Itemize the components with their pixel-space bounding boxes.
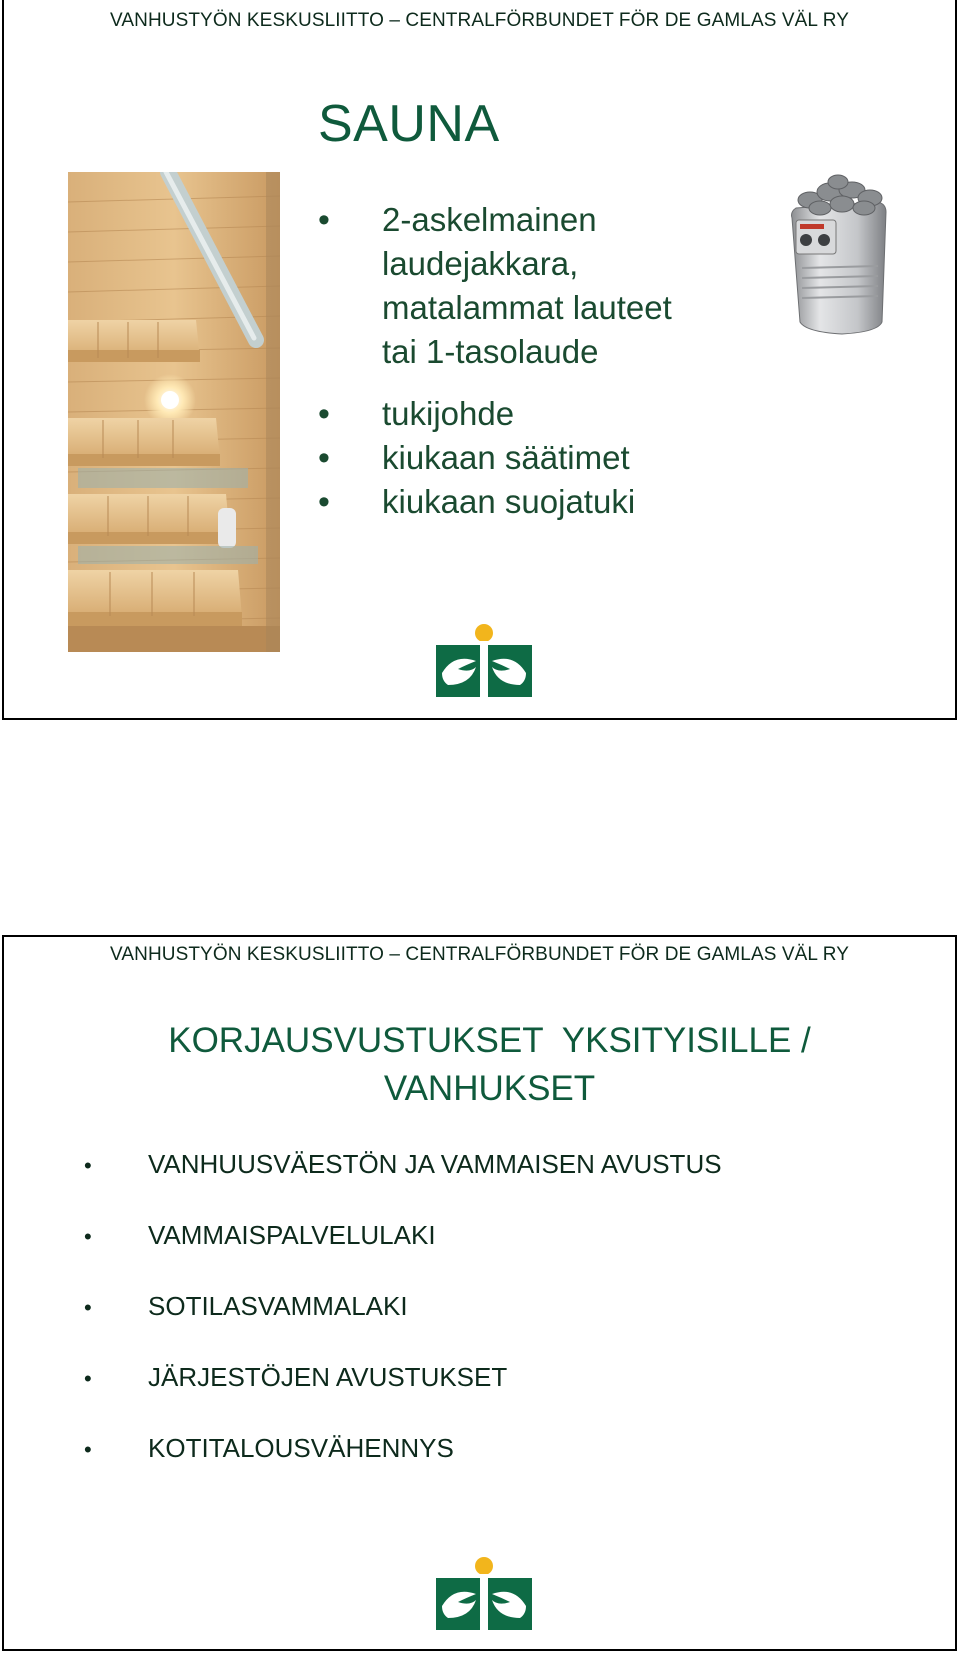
- list-item-text: KOTITALOUSVÄHENNYS: [148, 1433, 454, 1463]
- bullet-icon: •: [84, 1295, 92, 1320]
- list-item-text: JÄRJESTÖJEN AVUSTUKSET: [148, 1362, 508, 1392]
- list-item: [84, 1362, 722, 1392]
- bullet-icon: •: [318, 483, 330, 521]
- list-item-text: kiukaan säätimet: [382, 439, 630, 476]
- list-item: [84, 1149, 722, 1179]
- bullet-icon: •: [84, 1224, 92, 1249]
- organization-logo-icon: [436, 1556, 532, 1636]
- slide-header: VANHUSTYÖN KESKUSLIITTO – CENTRALFÖRBUNDET FÖR DE GAMLAS VÄL RY: [109, 944, 849, 965]
- bullet-list: [84, 1149, 722, 1504]
- list-item: [84, 1220, 722, 1250]
- sauna-heater-image: [782, 172, 894, 338]
- list-item: [318, 480, 672, 524]
- bullet-icon: •: [318, 395, 330, 433]
- slide-korjausvustukset: [2, 935, 957, 1651]
- slide-title: KORJAUSVUSTUKSET YKSITYISILLE / VANHUKSET: [168, 1021, 811, 1108]
- list-item: [84, 1433, 722, 1463]
- list-item: [318, 436, 672, 480]
- bullet-icon: •: [84, 1437, 92, 1462]
- bullet-icon: •: [318, 201, 330, 239]
- bullet-icon: •: [318, 439, 330, 477]
- organization-logo-icon: [436, 623, 532, 703]
- list-item-text: tukijohde: [382, 395, 515, 432]
- list-item: [84, 1291, 722, 1321]
- list-item-text: SOTILASVAMMALAKI: [148, 1291, 408, 1321]
- bullet-icon: •: [84, 1366, 92, 1391]
- list-item-text: 2-askelmainen laudejakkara, matalammat lauteet tai 1-tasolaude: [382, 201, 672, 370]
- sauna-bench-photo: [68, 172, 280, 652]
- list-item-text: kiukaan suojatuki: [382, 483, 636, 520]
- list-item: [318, 392, 672, 436]
- bullet-list: [318, 198, 672, 524]
- slide-sauna: [2, 0, 957, 720]
- bullet-icon: •: [84, 1153, 92, 1178]
- slide-title: SAUNA: [318, 95, 500, 153]
- list-item-text: VAMMAISPALVELULAKI: [148, 1220, 436, 1250]
- slide-header: VANHUSTYÖN KESKUSLIITTO – CENTRALFÖRBUNDET FÖR DE GAMLAS VÄL RY: [109, 10, 849, 31]
- list-item-text: VANHUUSVÄESTÖN JA VAMMAISEN AVUSTUS: [148, 1149, 722, 1179]
- list-item: [318, 198, 672, 374]
